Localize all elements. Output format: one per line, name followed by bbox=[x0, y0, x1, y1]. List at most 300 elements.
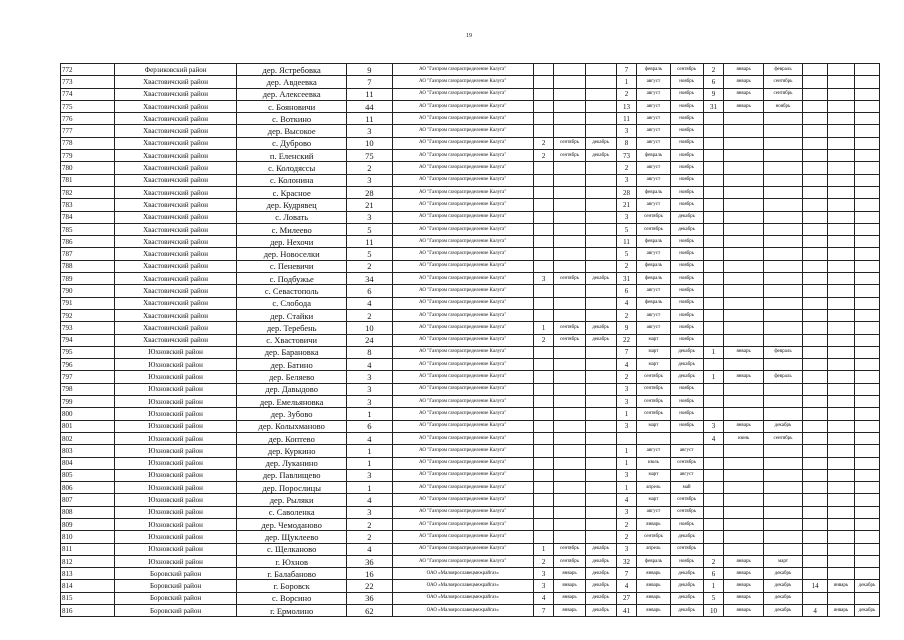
locality-name-cell: дер. Павлищево bbox=[237, 469, 347, 481]
group1-start-month-cell: сентябрь bbox=[554, 322, 585, 334]
group1-end-month-cell bbox=[585, 346, 616, 358]
group4-count-cell bbox=[803, 518, 828, 530]
group4-end-month-cell bbox=[855, 211, 880, 223]
group4-end-month-cell bbox=[855, 555, 880, 567]
district-name-cell: Юхновский район bbox=[114, 518, 236, 530]
group1-end-month-cell bbox=[585, 174, 616, 186]
group2-end-month-cell: ноябрь bbox=[670, 273, 703, 285]
table-row bbox=[61, 322, 880, 334]
locality-name-cell: дер. Алексеевка bbox=[237, 88, 347, 100]
group1-count-cell bbox=[533, 346, 554, 358]
group2-start-month-cell: август bbox=[637, 506, 670, 518]
group1-end-month-cell bbox=[585, 309, 616, 321]
district-name-cell: Юхновский район bbox=[114, 469, 236, 481]
group3-end-month-cell: февраль bbox=[763, 371, 802, 383]
group4-end-month-cell bbox=[855, 506, 880, 518]
group2-end-month-cell: август bbox=[670, 445, 703, 457]
group3-start-month-cell bbox=[724, 199, 763, 211]
group2-end-month-cell: ноябрь bbox=[670, 396, 703, 408]
group3-start-month-cell bbox=[724, 518, 763, 530]
group1-start-month-cell bbox=[554, 76, 585, 88]
group4-end-month-cell bbox=[855, 396, 880, 408]
operator-name-cell: АО "Газпром газораспределение Калуга" bbox=[392, 457, 533, 469]
group4-end-month-cell bbox=[855, 494, 880, 506]
group4-start-month-cell bbox=[828, 371, 855, 383]
group1-start-month-cell bbox=[554, 408, 585, 420]
group1-count-cell bbox=[533, 383, 554, 395]
group4-count-cell bbox=[803, 100, 828, 112]
group2-end-month-cell: ноябрь bbox=[670, 420, 703, 432]
group4-start-month-cell bbox=[828, 568, 855, 580]
district-name-cell: Юхновский район bbox=[114, 543, 236, 555]
group2-start-month-cell: февраль bbox=[637, 273, 670, 285]
group1-start-month-cell: январь bbox=[554, 605, 585, 617]
row-number-cell: 787 bbox=[61, 248, 115, 260]
table-row bbox=[61, 162, 880, 174]
district-name-cell: Хвастовичский район bbox=[114, 248, 236, 260]
row-number-cell: 809 bbox=[61, 518, 115, 530]
group4-end-month-cell bbox=[855, 285, 880, 297]
group3-count-cell: 5 bbox=[703, 592, 724, 604]
group4-count-cell bbox=[803, 273, 828, 285]
total-count-cell: 16 bbox=[347, 568, 393, 580]
row-number-cell: 784 bbox=[61, 211, 115, 223]
group1-end-month-cell bbox=[585, 64, 616, 76]
group2-end-month-cell: декабрь bbox=[670, 605, 703, 617]
locality-name-cell: дер. Нехочи bbox=[237, 236, 347, 248]
group2-end-month-cell: май bbox=[670, 482, 703, 494]
group3-start-month-cell: январь bbox=[724, 371, 763, 383]
table-row bbox=[61, 469, 880, 481]
district-name-cell: Хвастовичский район bbox=[114, 260, 236, 272]
group4-count-cell bbox=[803, 297, 828, 309]
group1-count-cell bbox=[533, 285, 554, 297]
group2-end-month-cell: ноябрь bbox=[670, 260, 703, 272]
table-row bbox=[61, 543, 880, 555]
group2-start-month-cell: сентябрь bbox=[637, 531, 670, 543]
group1-start-month-cell bbox=[554, 469, 585, 481]
group3-end-month-cell bbox=[763, 334, 802, 346]
total-count-cell: 3 bbox=[347, 469, 393, 481]
table-row bbox=[61, 371, 880, 383]
group4-count-cell bbox=[803, 543, 828, 555]
row-number-cell: 793 bbox=[61, 322, 115, 334]
district-name-cell: Хвастовичский район bbox=[114, 100, 236, 112]
group2-count-cell: 9 bbox=[616, 322, 637, 334]
total-count-cell: 3 bbox=[347, 383, 393, 395]
table-row bbox=[61, 223, 880, 235]
group2-end-month-cell bbox=[670, 432, 703, 444]
group3-end-month-cell bbox=[763, 199, 802, 211]
group2-start-month-cell: август bbox=[637, 309, 670, 321]
group4-count-cell bbox=[803, 506, 828, 518]
group2-start-month-cell: июль bbox=[637, 457, 670, 469]
operator-name-cell: АО "Газпром газораспределение Калуга" bbox=[392, 432, 533, 444]
row-number-cell: 792 bbox=[61, 309, 115, 321]
group3-start-month-cell: январь bbox=[724, 420, 763, 432]
total-count-cell: 3 bbox=[347, 174, 393, 186]
table-row bbox=[61, 420, 880, 432]
group4-end-month-cell bbox=[855, 260, 880, 272]
total-count-cell: 2 bbox=[347, 518, 393, 530]
group4-count-cell bbox=[803, 76, 828, 88]
district-name-cell: Хвастовичский район bbox=[114, 211, 236, 223]
locality-name-cell: п. Еленский bbox=[237, 150, 347, 162]
total-count-cell: 2 bbox=[347, 309, 393, 321]
group2-end-month-cell: ноябрь bbox=[670, 150, 703, 162]
table-row bbox=[61, 248, 880, 260]
group3-count-cell bbox=[703, 137, 724, 149]
group2-end-month-cell: ноябрь bbox=[670, 285, 703, 297]
operator-name-cell: АО "Газпром газораспределение Калуга" bbox=[392, 162, 533, 174]
group3-end-month-cell bbox=[763, 285, 802, 297]
group2-end-month-cell: август bbox=[670, 469, 703, 481]
group3-end-month-cell bbox=[763, 137, 802, 149]
group1-end-month-cell: декабрь bbox=[585, 334, 616, 346]
group2-end-month-cell: ноябрь bbox=[670, 125, 703, 137]
table-row bbox=[61, 506, 880, 518]
group2-start-month-cell: август bbox=[637, 100, 670, 112]
district-name-cell: Хвастовичский район bbox=[114, 297, 236, 309]
group2-count-cell: 3 bbox=[616, 420, 637, 432]
group3-count-cell bbox=[703, 113, 724, 125]
group2-end-month-cell: сентябрь bbox=[670, 494, 703, 506]
group4-end-month-cell bbox=[855, 359, 880, 371]
group2-end-month-cell: сентябрь bbox=[670, 543, 703, 555]
locality-name-cell: с. Воткино bbox=[237, 113, 347, 125]
district-name-cell: Хвастовичский район bbox=[114, 88, 236, 100]
group1-end-month-cell bbox=[585, 420, 616, 432]
group3-start-month-cell bbox=[724, 334, 763, 346]
group4-start-month-cell bbox=[828, 273, 855, 285]
group3-start-month-cell bbox=[724, 174, 763, 186]
group1-count-cell bbox=[533, 531, 554, 543]
group4-start-month-cell bbox=[828, 199, 855, 211]
operator-name-cell: АО "Газпром газораспределение Калуга" bbox=[392, 260, 533, 272]
group1-start-month-cell: сентябрь bbox=[554, 543, 585, 555]
group1-end-month-cell bbox=[585, 445, 616, 457]
table-row bbox=[61, 88, 880, 100]
group3-count-cell bbox=[703, 297, 724, 309]
locality-name-cell: дер. Чемоданово bbox=[237, 518, 347, 530]
group4-start-month-cell bbox=[828, 150, 855, 162]
group4-count-cell bbox=[803, 137, 828, 149]
operator-name-cell: АО "Газпром газораспределение Калуга" bbox=[392, 359, 533, 371]
group3-count-cell bbox=[703, 174, 724, 186]
group1-count-cell bbox=[533, 309, 554, 321]
group4-count-cell bbox=[803, 248, 828, 260]
group4-start-month-cell bbox=[828, 432, 855, 444]
table-row bbox=[61, 518, 880, 530]
group3-start-month-cell: январь bbox=[724, 580, 763, 592]
group1-start-month-cell bbox=[554, 494, 585, 506]
district-name-cell: Юхновский район bbox=[114, 359, 236, 371]
group1-count-cell bbox=[533, 432, 554, 444]
group4-start-month-cell bbox=[828, 236, 855, 248]
group2-start-month-cell: февраль bbox=[637, 297, 670, 309]
locality-name-cell: с. Слобода bbox=[237, 297, 347, 309]
group3-end-month-cell bbox=[763, 396, 802, 408]
group2-start-month-cell: январь bbox=[637, 518, 670, 530]
locality-name-cell: дер. Теребень bbox=[237, 322, 347, 334]
group1-count-cell bbox=[533, 199, 554, 211]
group4-start-month-cell bbox=[828, 494, 855, 506]
group4-start-month-cell bbox=[828, 125, 855, 137]
group4-start-month-cell bbox=[828, 531, 855, 543]
group3-end-month-cell bbox=[763, 260, 802, 272]
group4-end-month-cell bbox=[855, 248, 880, 260]
locality-name-cell: с. Пеневичи bbox=[237, 260, 347, 272]
group2-count-cell: 3 bbox=[616, 543, 637, 555]
group2-count-cell bbox=[616, 432, 637, 444]
total-count-cell: 11 bbox=[347, 113, 393, 125]
operator-name-cell: ОАО «Малоярославецмежрайгаз» bbox=[392, 568, 533, 580]
group4-count-cell bbox=[803, 260, 828, 272]
group1-count-cell: 1 bbox=[533, 543, 554, 555]
operator-name-cell: АО "Газпром газораспределение Калуга" bbox=[392, 346, 533, 358]
group2-start-month-cell: февраль bbox=[637, 260, 670, 272]
group2-end-month-cell: декабрь bbox=[670, 592, 703, 604]
group2-start-month-cell: февраль bbox=[637, 150, 670, 162]
group3-count-cell bbox=[703, 469, 724, 481]
group2-end-month-cell: ноябрь bbox=[670, 186, 703, 198]
group3-count-cell bbox=[703, 322, 724, 334]
row-number-cell: 788 bbox=[61, 260, 115, 272]
group1-start-month-cell bbox=[554, 186, 585, 198]
row-number-cell: 812 bbox=[61, 555, 115, 567]
group1-count-cell bbox=[533, 396, 554, 408]
row-number-cell: 791 bbox=[61, 297, 115, 309]
locality-name-cell: дер. Рыляки bbox=[237, 494, 347, 506]
operator-name-cell: АО "Газпром газораспределение Калуга" bbox=[392, 297, 533, 309]
table-row bbox=[61, 580, 880, 592]
group3-start-month-cell: январь bbox=[724, 346, 763, 358]
group2-end-month-cell: ноябрь bbox=[670, 162, 703, 174]
group3-count-cell bbox=[703, 518, 724, 530]
group2-start-month-cell: март bbox=[637, 334, 670, 346]
group2-count-cell: 11 bbox=[616, 236, 637, 248]
group3-end-month-cell: сентябрь bbox=[763, 88, 802, 100]
group2-count-cell: 2 bbox=[616, 518, 637, 530]
district-name-cell: Боровский район bbox=[114, 605, 236, 617]
row-number-cell: 789 bbox=[61, 273, 115, 285]
group1-start-month-cell bbox=[554, 346, 585, 358]
group2-end-month-cell: ноябрь bbox=[670, 76, 703, 88]
total-count-cell: 11 bbox=[347, 88, 393, 100]
locality-name-cell: дер. Куркино bbox=[237, 445, 347, 457]
group3-start-month-cell bbox=[724, 482, 763, 494]
group1-end-month-cell bbox=[585, 518, 616, 530]
group4-count-cell bbox=[803, 211, 828, 223]
total-count-cell: 4 bbox=[347, 297, 393, 309]
group2-end-month-cell: ноябрь bbox=[670, 518, 703, 530]
group4-start-month-cell bbox=[828, 555, 855, 567]
group1-end-month-cell bbox=[585, 383, 616, 395]
total-count-cell: 3 bbox=[347, 506, 393, 518]
group4-start-month-cell bbox=[828, 334, 855, 346]
table-body bbox=[61, 64, 880, 617]
group2-end-month-cell: ноябрь bbox=[670, 100, 703, 112]
operator-name-cell: АО "Газпром газораспределение Калуга" bbox=[392, 199, 533, 211]
total-count-cell: 7 bbox=[347, 76, 393, 88]
group3-end-month-cell: декабрь bbox=[763, 568, 802, 580]
group1-end-month-cell: декабрь bbox=[585, 543, 616, 555]
operator-name-cell: АО "Газпром газораспределение Калуга" bbox=[392, 186, 533, 198]
total-count-cell: 28 bbox=[347, 186, 393, 198]
group3-count-cell bbox=[703, 506, 724, 518]
group2-count-cell: 22 bbox=[616, 334, 637, 346]
group4-count-cell bbox=[803, 445, 828, 457]
total-count-cell: 1 bbox=[347, 482, 393, 494]
group1-end-month-cell bbox=[585, 260, 616, 272]
operator-name-cell: ОАО «Малоярославецмежрайгаз» bbox=[392, 605, 533, 617]
total-count-cell: 62 bbox=[347, 605, 393, 617]
group3-start-month-cell bbox=[724, 137, 763, 149]
group2-start-month-cell: август bbox=[637, 125, 670, 137]
group2-start-month-cell: август bbox=[637, 76, 670, 88]
group4-end-month-cell bbox=[855, 186, 880, 198]
group4-count-cell bbox=[803, 531, 828, 543]
row-number-cell: 799 bbox=[61, 396, 115, 408]
group3-end-month-cell bbox=[763, 186, 802, 198]
group2-count-cell: 1 bbox=[616, 445, 637, 457]
district-name-cell: Юхновский район bbox=[114, 506, 236, 518]
group1-count-cell: 2 bbox=[533, 334, 554, 346]
locality-name-cell: дер. Щуклеево bbox=[237, 531, 347, 543]
table-row bbox=[61, 113, 880, 125]
district-name-cell: Юхновский район bbox=[114, 555, 236, 567]
group4-end-month-cell bbox=[855, 568, 880, 580]
group3-start-month-cell: июнь bbox=[724, 432, 763, 444]
operator-name-cell: АО "Газпром газораспределение Калуга" bbox=[392, 518, 533, 530]
group4-count-cell bbox=[803, 383, 828, 395]
group1-count-cell bbox=[533, 162, 554, 174]
row-number-cell: 795 bbox=[61, 346, 115, 358]
operator-name-cell: АО "Газпром газораспределение Калуга" bbox=[392, 309, 533, 321]
group4-end-month-cell bbox=[855, 162, 880, 174]
group1-count-cell bbox=[533, 359, 554, 371]
group3-end-month-cell bbox=[763, 543, 802, 555]
group2-end-month-cell: декабрь bbox=[670, 346, 703, 358]
group3-count-cell bbox=[703, 223, 724, 235]
group4-count-cell: 14 bbox=[803, 580, 828, 592]
total-count-cell: 2 bbox=[347, 162, 393, 174]
table-row bbox=[61, 273, 880, 285]
row-number-cell: 773 bbox=[61, 76, 115, 88]
row-number-cell: 814 bbox=[61, 580, 115, 592]
group1-end-month-cell: декабрь bbox=[585, 568, 616, 580]
gasification-schedule-sheet bbox=[60, 63, 880, 617]
group2-start-month-cell: март bbox=[637, 469, 670, 481]
group1-start-month-cell: сентябрь bbox=[554, 137, 585, 149]
group2-count-cell: 3 bbox=[616, 383, 637, 395]
group2-count-cell: 5 bbox=[616, 223, 637, 235]
group2-start-month-cell: март bbox=[637, 494, 670, 506]
group1-start-month-cell bbox=[554, 371, 585, 383]
locality-name-cell: дер. Давыдово bbox=[237, 383, 347, 395]
group4-start-month-cell bbox=[828, 174, 855, 186]
group3-count-cell bbox=[703, 248, 724, 260]
total-count-cell: 6 bbox=[347, 420, 393, 432]
group1-start-month-cell bbox=[554, 113, 585, 125]
group2-count-cell: 2 bbox=[616, 88, 637, 100]
group3-end-month-cell bbox=[763, 506, 802, 518]
district-name-cell: Ферзиковский район bbox=[114, 64, 236, 76]
group4-end-month-cell bbox=[855, 150, 880, 162]
group4-start-month-cell bbox=[828, 457, 855, 469]
table-row bbox=[61, 605, 880, 617]
group2-end-month-cell: ноябрь bbox=[670, 113, 703, 125]
group1-count-cell bbox=[533, 260, 554, 272]
table-row bbox=[61, 568, 880, 580]
group3-end-month-cell bbox=[763, 445, 802, 457]
group2-end-month-cell: ноябрь bbox=[670, 137, 703, 149]
group4-end-month-cell bbox=[855, 174, 880, 186]
group4-count-cell bbox=[803, 88, 828, 100]
group1-end-month-cell: декабрь bbox=[585, 592, 616, 604]
group3-end-month-cell bbox=[763, 482, 802, 494]
group3-start-month-cell bbox=[724, 383, 763, 395]
group3-end-month-cell bbox=[763, 309, 802, 321]
row-number-cell: 808 bbox=[61, 506, 115, 518]
group1-start-month-cell bbox=[554, 199, 585, 211]
table-row bbox=[61, 186, 880, 198]
group4-start-month-cell bbox=[828, 359, 855, 371]
total-count-cell: 4 bbox=[347, 494, 393, 506]
operator-name-cell: АО "Газпром газораспределение Калуга" bbox=[392, 64, 533, 76]
group3-count-cell bbox=[703, 334, 724, 346]
locality-name-cell: дер. Батино bbox=[237, 359, 347, 371]
row-number-cell: 805 bbox=[61, 469, 115, 481]
group4-start-month-cell bbox=[828, 506, 855, 518]
group2-start-month-cell: апрель bbox=[637, 543, 670, 555]
group3-end-month-cell bbox=[763, 162, 802, 174]
group1-count-cell bbox=[533, 445, 554, 457]
group3-count-cell bbox=[703, 383, 724, 395]
group4-start-month-cell bbox=[828, 137, 855, 149]
group1-count-cell bbox=[533, 248, 554, 260]
group2-count-cell: 4 bbox=[616, 580, 637, 592]
group1-count-cell bbox=[533, 297, 554, 309]
total-count-cell: 1 bbox=[347, 445, 393, 457]
group1-count-cell bbox=[533, 236, 554, 248]
group4-end-month-cell bbox=[855, 371, 880, 383]
group3-count-cell bbox=[703, 236, 724, 248]
table-row bbox=[61, 211, 880, 223]
district-name-cell: Хвастовичский район bbox=[114, 162, 236, 174]
group4-end-month-cell bbox=[855, 199, 880, 211]
group4-start-month-cell: январь bbox=[828, 605, 855, 617]
group2-count-cell: 3 bbox=[616, 125, 637, 137]
group2-count-cell: 4 bbox=[616, 494, 637, 506]
group3-count-cell bbox=[703, 396, 724, 408]
district-name-cell: Юхновский район bbox=[114, 383, 236, 395]
table-row bbox=[61, 531, 880, 543]
district-name-cell: Хвастовичский район bbox=[114, 273, 236, 285]
group3-end-month-cell: сентябрь bbox=[763, 432, 802, 444]
group3-count-cell bbox=[703, 531, 724, 543]
district-name-cell: Юхновский район bbox=[114, 396, 236, 408]
operator-name-cell: АО "Газпром газораспределение Калуга" bbox=[392, 469, 533, 481]
table-row bbox=[61, 592, 880, 604]
table-row bbox=[61, 334, 880, 346]
group2-count-cell: 73 bbox=[616, 150, 637, 162]
locality-name-cell: дер. Высокое bbox=[237, 125, 347, 137]
row-number-cell: 801 bbox=[61, 420, 115, 432]
group3-start-month-cell bbox=[724, 236, 763, 248]
group3-end-month-cell bbox=[763, 125, 802, 137]
group4-count-cell bbox=[803, 236, 828, 248]
